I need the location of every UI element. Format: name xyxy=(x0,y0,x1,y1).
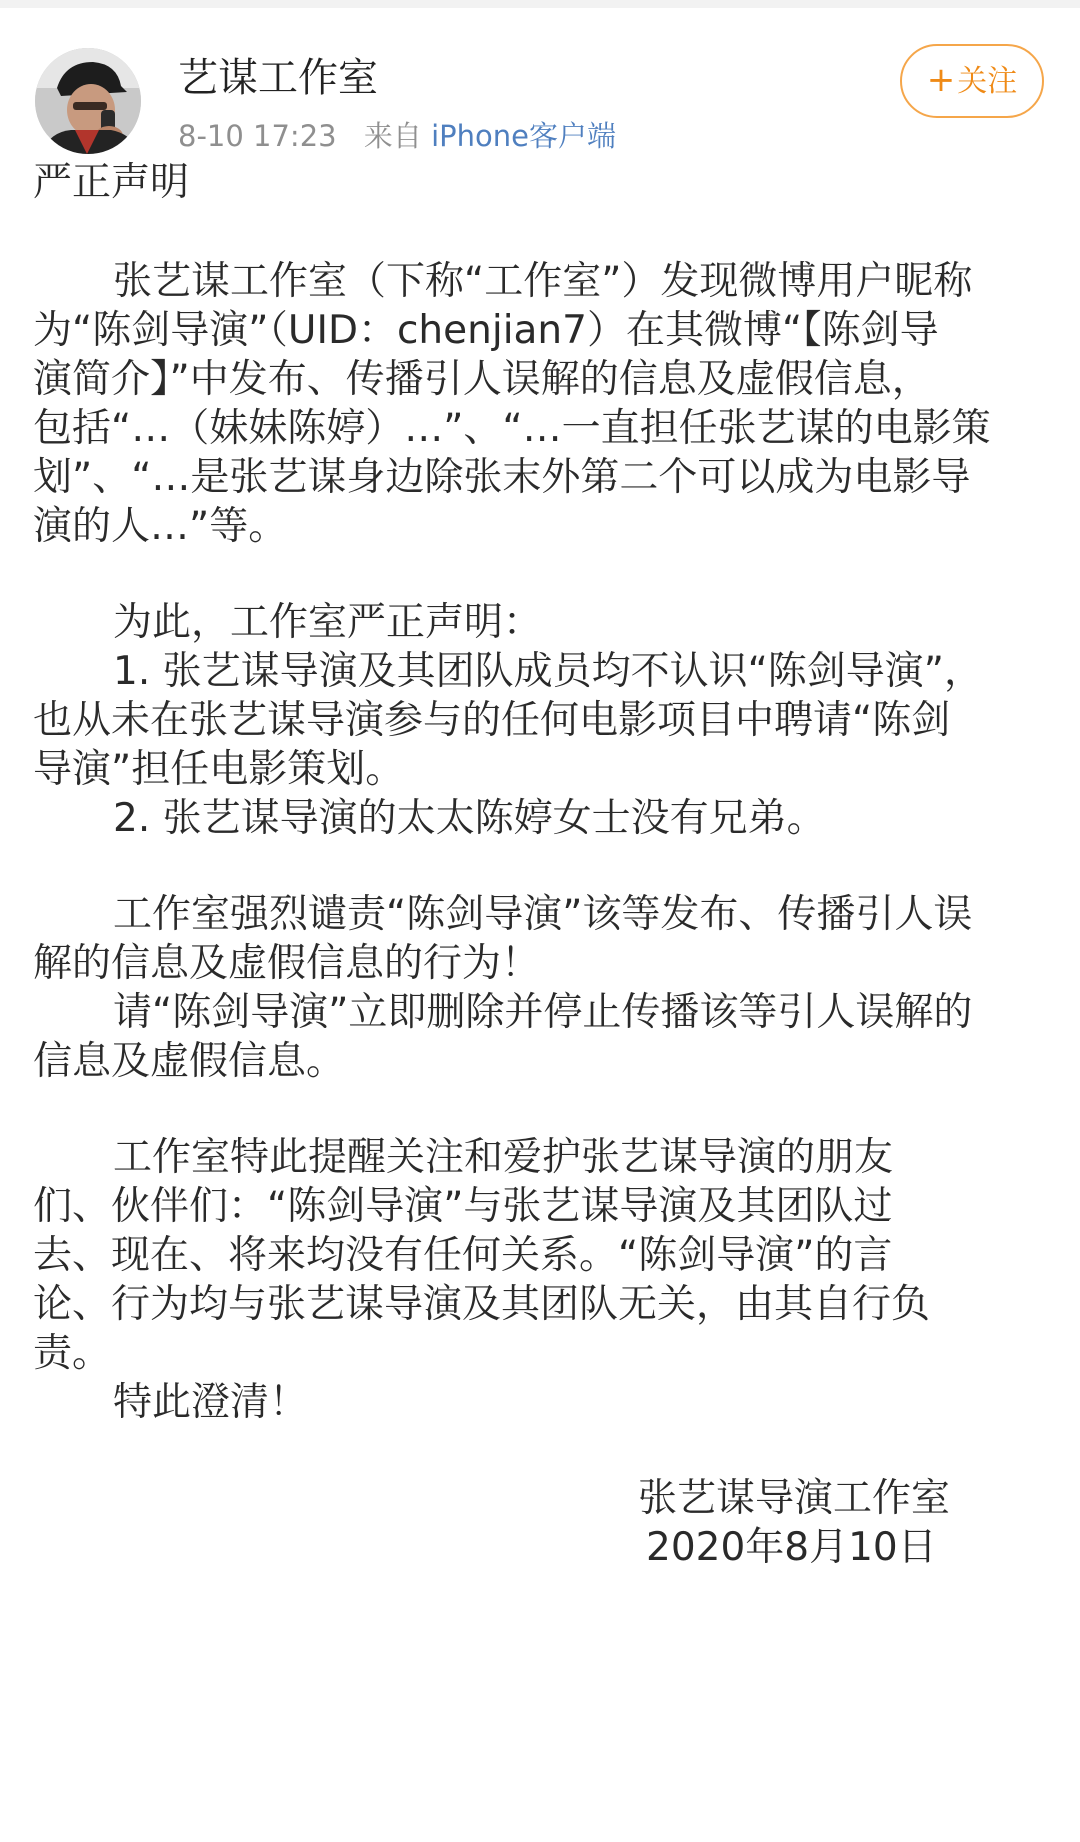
content-line: 导演”担任电影策划。 xyxy=(33,747,405,792)
content-line: 为此，工作室严正声明： xyxy=(113,600,543,645)
content-line: 们、伙伴们：“陈剑导演”与张艺谋导演及其团队过 xyxy=(33,1184,893,1229)
content-line: 2. 张艺谋导演的太太陈婷女士没有兄弟。 xyxy=(113,796,826,841)
source-prefix: 来自 xyxy=(363,119,422,153)
avatar-photo xyxy=(35,48,141,154)
content-line: 去、现在、将来均没有任何关系。“陈剑导演”的言 xyxy=(33,1233,893,1278)
content-line: 为“陈剑导演”（UID：chenjian7）在其微博“【陈剑导 xyxy=(33,308,939,353)
avatar[interactable] xyxy=(35,48,141,154)
content-line: 请“陈剑导演”立即删除并停止传播该等引人误解的 xyxy=(113,990,973,1035)
content-line: 包括“…（妹妹陈婷）…”、“…一直担任张艺谋的电影策 xyxy=(33,406,991,451)
follow-label: 关注 xyxy=(957,64,1018,99)
source-client-link[interactable]: iPhone客户端 xyxy=(431,119,616,153)
content-line: 工作室特此提醒关注和爱护张艺谋导演的朋友 xyxy=(113,1135,894,1180)
statement-heading: 严正声明 xyxy=(33,160,190,205)
content-line: 特此澄清！ xyxy=(113,1380,309,1425)
content-line: 论、行为均与张艺谋导演及其团队无关，由其自行负 xyxy=(33,1282,931,1327)
content-line: 张艺谋工作室（下称“工作室”）发现微博用户昵称 xyxy=(113,259,973,304)
content-line: 工作室强烈谴责“陈剑导演”该等发布、传播引人误 xyxy=(113,892,973,937)
top-divider xyxy=(0,0,1080,8)
content-line: 责。 xyxy=(33,1331,112,1376)
content-line: 解的信息及虚假信息的行为！ xyxy=(33,941,541,986)
follow-button[interactable] xyxy=(900,44,1044,118)
author-name[interactable]: 艺谋工作室 xyxy=(178,55,378,101)
signature: 张艺谋导演工作室 xyxy=(638,1476,951,1521)
post-meta xyxy=(178,116,616,156)
content-line: 信息及虚假信息。 xyxy=(33,1039,346,1084)
content-line: 也从未在张艺谋导演参与的任何电影项目中聘请“陈剑 xyxy=(33,698,951,743)
content-line: 划”、“…是张艺谋身边除张末外第二个可以成为电影导 xyxy=(33,455,971,500)
plus-icon: + xyxy=(926,60,956,100)
content-line: 1. 张艺谋导演及其团队成员均不认识“陈剑导演”， xyxy=(113,649,984,694)
content-line: 演的人…”等。 xyxy=(33,504,288,549)
statement-date: 2020年8月10日 xyxy=(646,1525,937,1570)
content-line: 演简介】”中发布、传播引人误解的信息及虚假信息， xyxy=(33,357,931,402)
post-time: 8-10 17:23 xyxy=(178,119,337,153)
